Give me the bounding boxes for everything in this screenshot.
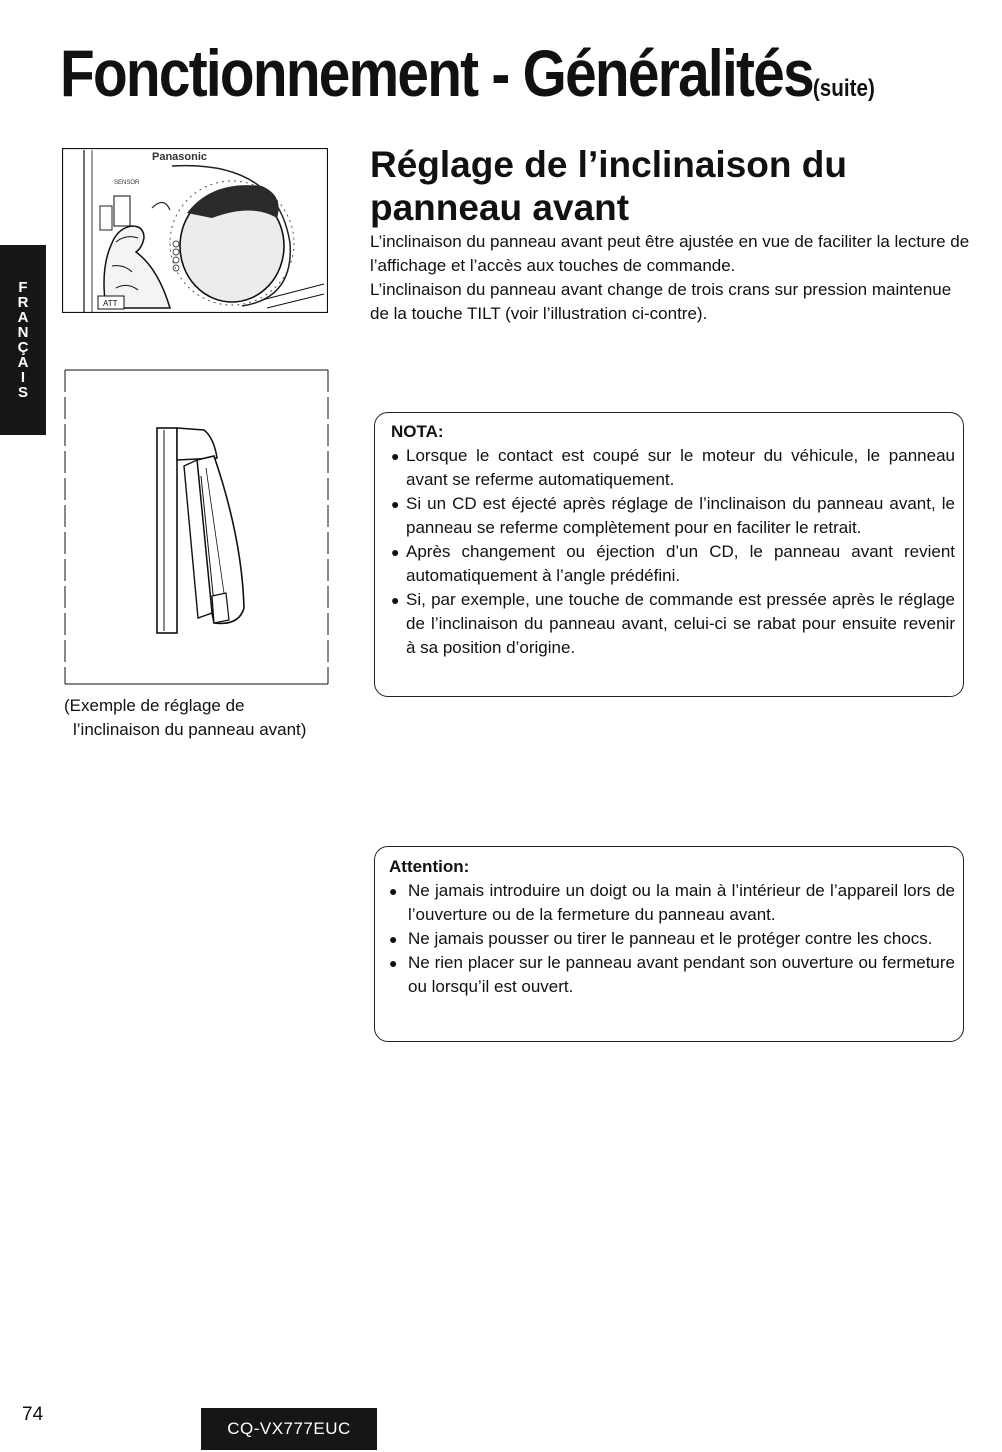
nota-item — [391, 540, 955, 588]
bullet-icon: ● — [391, 544, 400, 560]
language-side-tab — [0, 245, 46, 435]
attention-box — [374, 846, 964, 1042]
section-paragraph-1: L’inclinaison du panneau avant peut être ajustée en vue de faciliter la lecture de l’affichage et l’accès aux touches de commande. — [370, 232, 970, 275]
nota-item-text: Après changement ou éjection d’un CD, le panneau avant revient automatiquement à l’angle prédéfini. — [406, 542, 955, 585]
attention-item-text: Ne jamais pousser ou tirer le panneau et le protéger contre les chocs. — [408, 929, 933, 948]
bullet-icon: ● — [391, 592, 400, 608]
attention-list — [389, 879, 955, 999]
attention-title: Attention: — [389, 857, 470, 876]
page-number: 74 — [22, 1404, 44, 1425]
attention-item — [389, 951, 955, 999]
nota-item — [391, 492, 955, 540]
bullet-icon: ● — [389, 931, 398, 947]
side-tab-letter: I — [20, 369, 26, 386]
nota-item-text: Si, par exemple, une touche de commande est pressée après le réglage de l’inclinaison du panneau avant, celui-ci se rabat pour ensuite revenir à sa position d’origine. — [406, 590, 955, 657]
side-tab-letter: A — [17, 309, 29, 326]
side-tab-letter: N — [17, 324, 29, 341]
section-heading-line-2: panneau avant — [370, 187, 630, 228]
attention-item-text: Ne jamais introduire un doigt ou la main à l’intérieur de l’appareil lors de l’ouverture ou de la fermeture du panneau avant. — [408, 881, 955, 924]
side-tab-letter: F — [18, 279, 28, 296]
side-tab-letter: A — [17, 354, 29, 371]
section-heading-line-1: Réglage de l’inclinaison du — [370, 144, 847, 185]
sensor-label: SENSOR — [114, 180, 140, 186]
caption-line-1: (Exemple de réglage de — [64, 696, 245, 715]
nota-title: NOTA: — [391, 422, 444, 441]
panel-tilt-side-view-illustration — [64, 368, 330, 686]
section-body — [370, 230, 970, 326]
section-paragraph-2: L’inclinaison du panneau avant change de trois crans sur pression maintenue de la touche TILT (voir l’illustration ci-contre). — [370, 280, 952, 323]
section-heading — [370, 143, 970, 229]
page-title — [60, 36, 875, 110]
nota-list — [391, 444, 955, 660]
model-badge: CQ-VX777EUC — [201, 1408, 377, 1450]
figure-caption — [64, 694, 306, 742]
nota-item — [391, 444, 955, 492]
side-tab-letter: R — [17, 294, 29, 311]
page-title-text: Fonctionnement - Généralités — [60, 36, 813, 110]
nota-item-text: Lorsque le contact est coupé sur le moteur du véhicule, le panneau avant se referme automatiquement. — [406, 446, 955, 489]
attention-item — [389, 927, 955, 951]
side-tab-letter: Ç — [17, 339, 29, 356]
bullet-icon: ● — [391, 496, 400, 512]
bullet-icon: ● — [389, 883, 398, 899]
nota-item-text: Si un CD est éjecté après réglage de l’inclinaison du panneau avant, le panneau se referme complètement pour en faciliter le retrait. — [406, 494, 955, 537]
attention-item-text: Ne rien placer sur le panneau avant pendant son ouverture ou fermeture ou lorsqu’il est ouvert. — [408, 953, 955, 996]
side-tab-letter: S — [17, 384, 28, 401]
bullet-icon: ● — [391, 448, 400, 464]
bullet-icon: ● — [389, 955, 398, 971]
nota-box — [374, 412, 964, 697]
page-title-suffix: (suite) — [812, 75, 875, 102]
att-label: ATT — [103, 299, 118, 308]
brand-label: Panasonic — [152, 151, 208, 163]
caption-line-2: l’inclinaison du panneau avant) — [73, 720, 307, 739]
attention-item — [389, 879, 955, 927]
nota-item — [391, 588, 955, 660]
tilt-button-illustration — [62, 148, 328, 313]
